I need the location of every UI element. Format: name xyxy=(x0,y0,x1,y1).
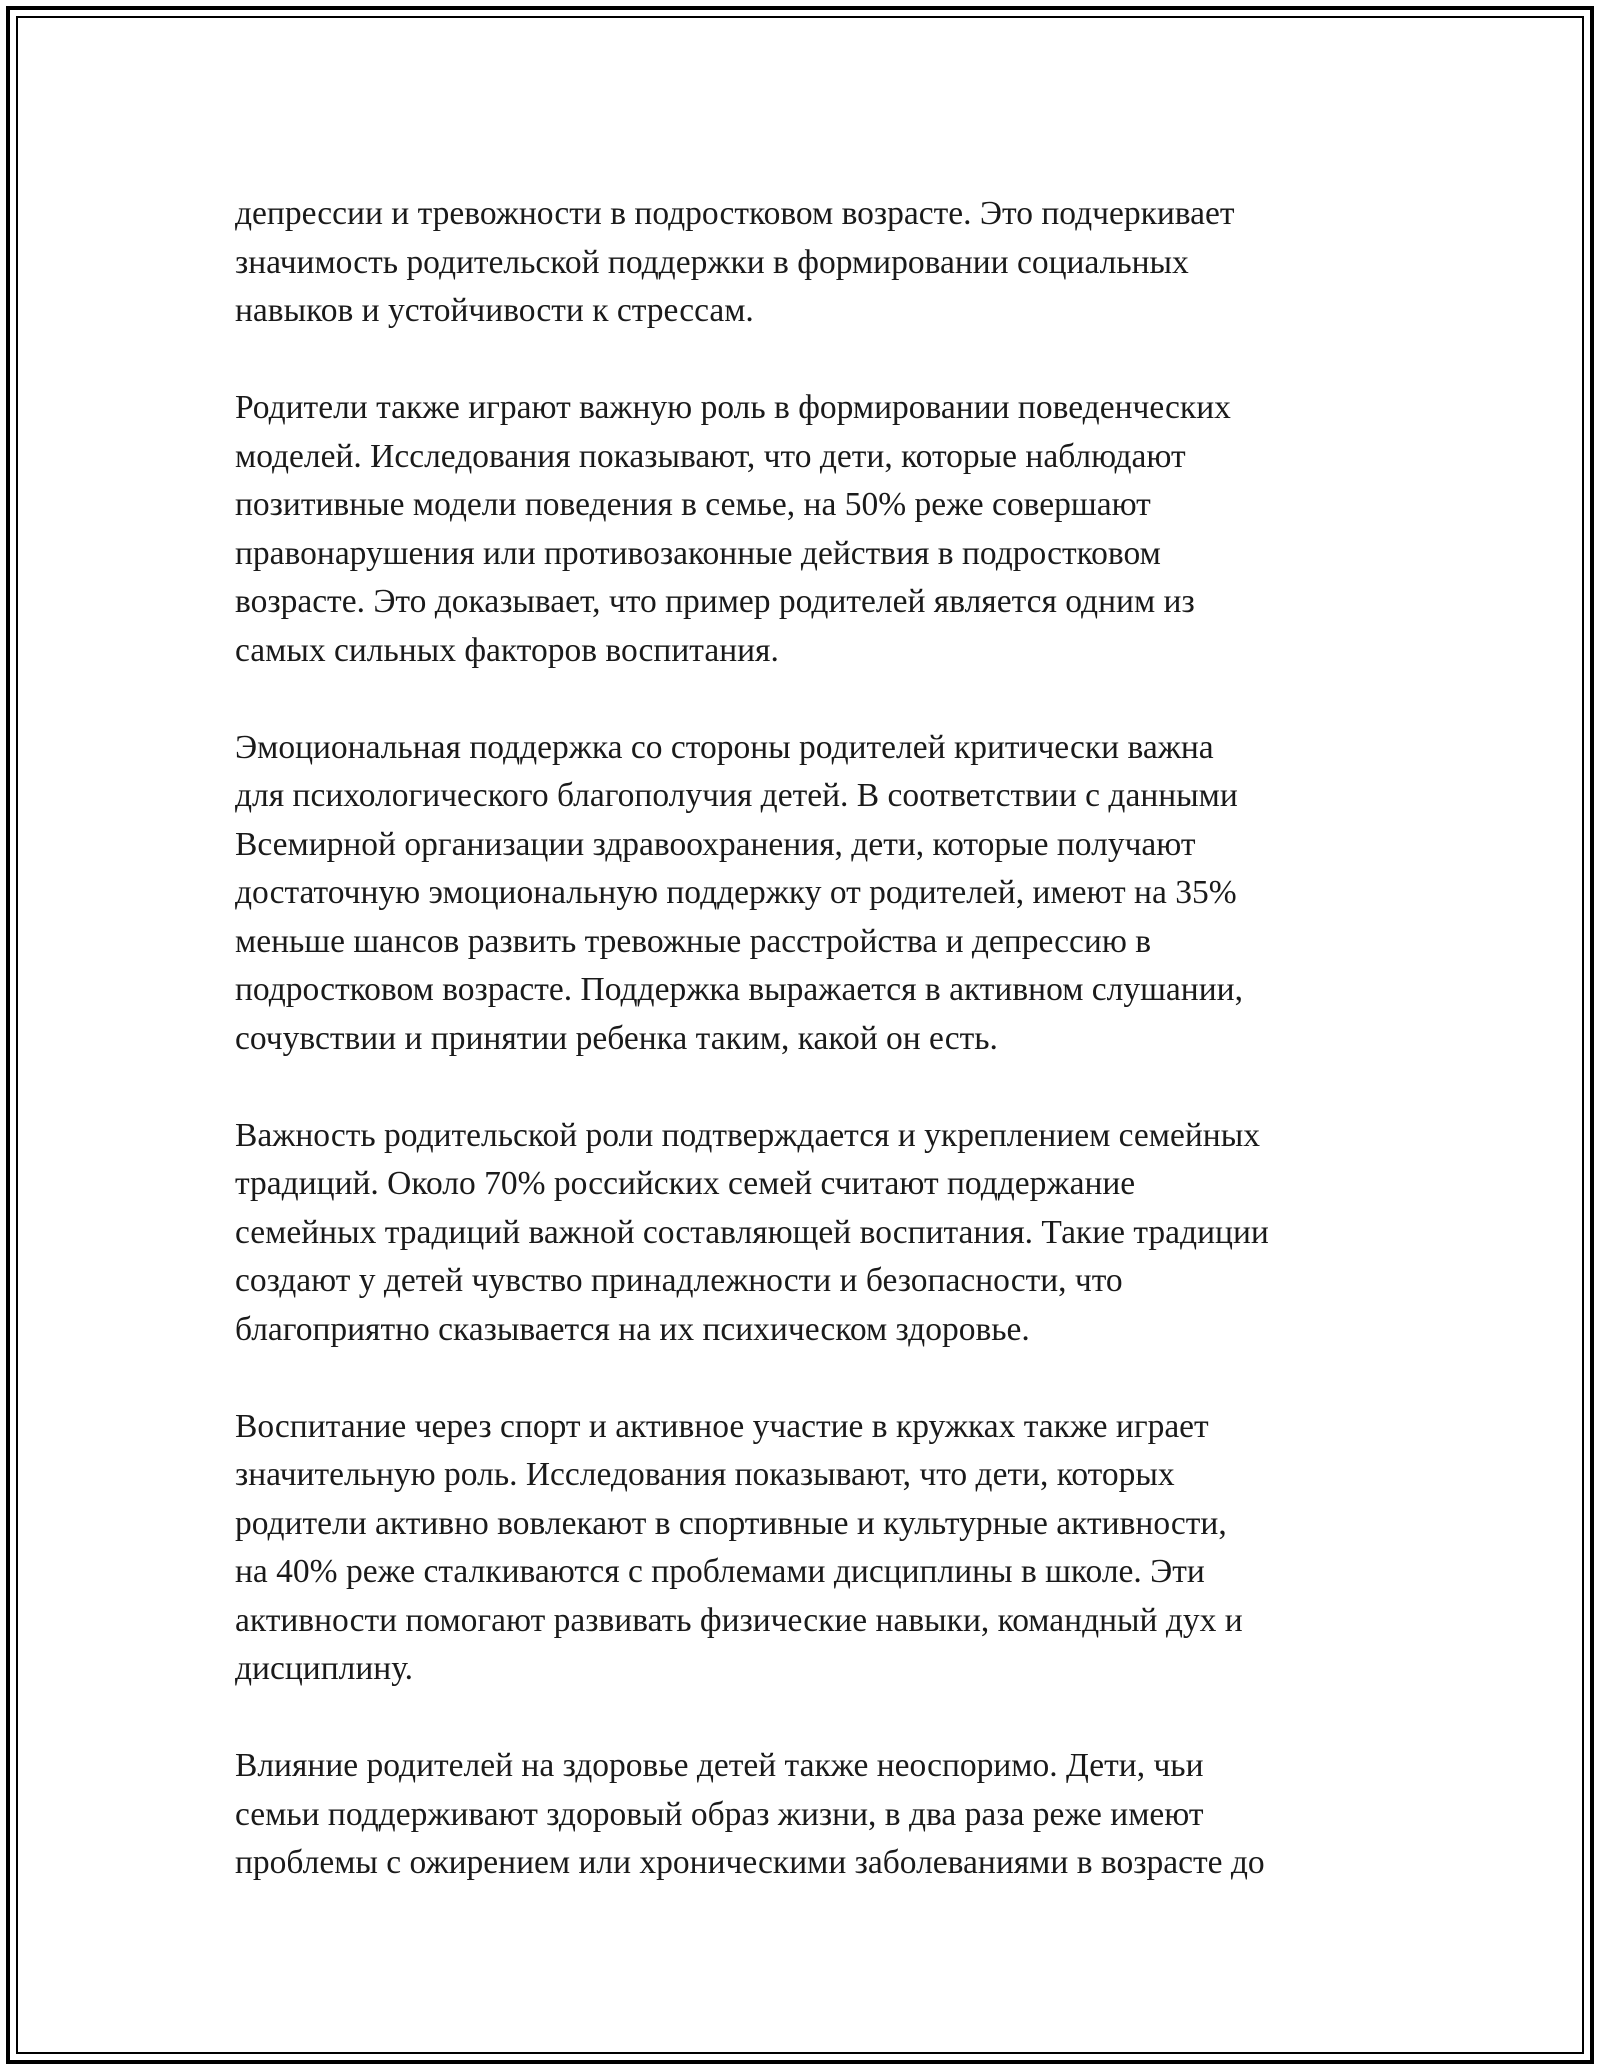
paragraph xyxy=(235,1403,1395,1694)
paragraph xyxy=(235,190,1395,336)
text-line: семейных традиций важной составляющей воспитания. Такие традиции xyxy=(235,1213,1269,1251)
paragraph xyxy=(235,384,1395,675)
text-line: Влияние родителей на здоровье детей также неоспоримо. Дети, чьи xyxy=(235,1747,1204,1784)
text-line: моделей. Исследования показывают, что дети, которые наблюдают xyxy=(235,437,1186,475)
document-body xyxy=(235,190,1395,1888)
text-line: создают у детей чувство принадлежности и безопасности, что xyxy=(235,1262,1123,1299)
text-line: самых сильных факторов воспитания. xyxy=(235,631,779,669)
text-line: Эмоциональная поддержка со стороны родителей критически важна xyxy=(235,728,1214,766)
text-line: достаточную эмоциональную поддержку от родителей, имеют на 35% xyxy=(235,874,1237,911)
text-line: значительную роль. Исследования показывают, что дети, которых xyxy=(235,1456,1175,1493)
paragraph xyxy=(235,1742,1395,1888)
text-line: значимость родительской поддержки в формировании социальных xyxy=(235,243,1189,281)
text-line: семьи поддерживают здоровый образ жизни, в два раза реже имеют xyxy=(235,1795,1204,1833)
text-line: подростковом возрасте. Поддержка выражается в активном слушании, xyxy=(235,971,1243,1008)
text-line: для психологического благополучия детей. В соответствии с данными xyxy=(235,777,1238,814)
text-line: правонарушения или противозаконные действия в подростковом xyxy=(235,534,1161,572)
paragraph xyxy=(235,724,1395,1064)
text-line: позитивные модели поведения в семье, на 50% реже совершают xyxy=(235,486,1151,523)
text-line: проблемы с ожирением или хроническими заболеваниями в возрасте до xyxy=(235,1844,1265,1881)
text-line: традиций. Около 70% российских семей считают поддержание xyxy=(235,1165,1136,1202)
text-line: сочувствии и принятии ребенка таким, какой он есть. xyxy=(235,1019,998,1057)
paragraph xyxy=(235,1112,1395,1355)
text-line: навыков и устойчивости к стрессам. xyxy=(235,292,754,329)
text-line: депрессии и тревожности в подростковом возрасте. Это подчеркивает xyxy=(235,195,1235,232)
text-line: Всемирной организации здравоохранения, дети, которые получают xyxy=(235,825,1196,863)
text-line: Воспитание через спорт и активное участие в кружках также играет xyxy=(235,1407,1209,1445)
text-line: меньше шансов развить тревожные расстройства и депрессию в xyxy=(235,922,1152,960)
text-line: дисциплину. xyxy=(235,1650,413,1687)
text-line: Родители также играют важную роль в формировании поведенческих xyxy=(235,389,1231,426)
text-line: активности помогают развивать физические навыки, командный дух и xyxy=(235,1601,1243,1639)
text-line: Важность родительской роли подтверждается и укреплением семейных xyxy=(235,1116,1260,1154)
text-line: возрасте. Это доказывает, что пример родителей является одним из xyxy=(235,583,1195,620)
text-line: благоприятно сказывается на их психическом здоровье. xyxy=(235,1310,1030,1348)
text-line: на 40% реже сталкиваются с проблемами дисциплины в школе. Эти xyxy=(235,1553,1205,1590)
text-line: родители активно вовлекают в спортивные и культурные активности, xyxy=(235,1504,1227,1542)
